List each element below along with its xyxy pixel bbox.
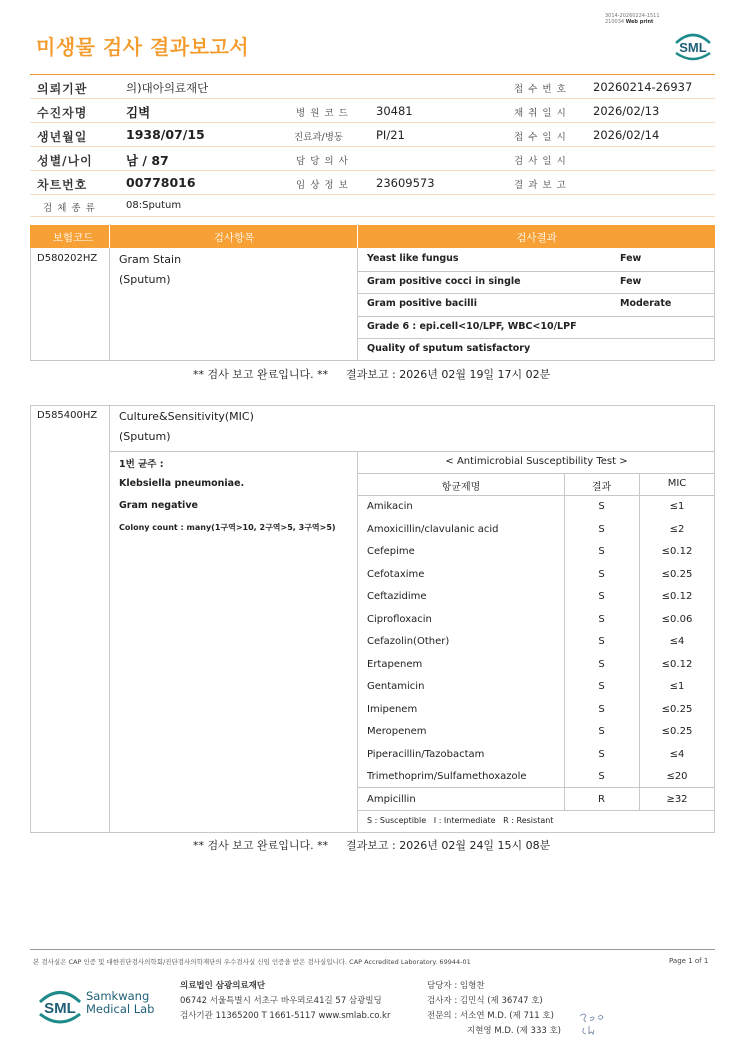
- drug-mic: ≤0.25: [661, 569, 693, 580]
- drug-name: Imipenem: [367, 704, 418, 715]
- patient-name-label: 수진자명: [37, 106, 88, 120]
- gram-finding: Quality of sputum satisfactory: [367, 343, 531, 354]
- drug-result: S: [598, 659, 605, 670]
- drug-mic: ≤0.25: [661, 726, 693, 737]
- company-info: [180, 979, 390, 1024]
- page-number: Page 1 of 1: [669, 957, 709, 965]
- receipt-no-label: 접 수 번 호: [514, 84, 567, 95]
- divider: [109, 225, 110, 248]
- gram-code: D580202HZ: [37, 253, 98, 264]
- drug-mic: ≤0.06: [661, 614, 693, 625]
- tester-name: 김민식 (제 36747 호): [459, 996, 543, 1006]
- drug-name: Ampicillin: [367, 794, 416, 805]
- signature-icon: [576, 1008, 608, 1040]
- info-row: [30, 99, 715, 123]
- print-meta: [605, 13, 660, 25]
- requesting-org-label: 의뢰기관: [37, 82, 88, 96]
- drug-result: S: [598, 591, 605, 602]
- drug-result: S: [598, 546, 605, 557]
- gram-specimen: (Sputum): [119, 273, 171, 286]
- col-mic: MIC: [667, 478, 687, 489]
- gram-finding: Gram positive bacilli: [367, 298, 477, 309]
- print-label: Web print: [625, 19, 654, 25]
- col-drug: 항균제명: [441, 482, 481, 493]
- culture-complete: ** 검사 보고 완료입니다. **: [193, 839, 329, 852]
- drug-name: Ertapenem: [367, 659, 423, 670]
- drug-name: Trimethoprim/Sulfamethoxazole: [367, 771, 527, 782]
- gram-finding: Grade 6 : epi.cell<10/LPF, WBC<10/LPF: [367, 321, 577, 332]
- drug-name: Ceftazidime: [367, 591, 427, 602]
- test-date-label: 검 사 일 시: [514, 156, 567, 167]
- ast-row: [357, 519, 715, 542]
- ast-title: < Antimicrobial Susceptibility Test >: [445, 456, 628, 467]
- col-result: 검사결과: [516, 232, 557, 244]
- col-item: 검사항목: [213, 232, 255, 244]
- divider: [357, 316, 715, 317]
- info-row: [30, 123, 715, 147]
- ast-row: [357, 699, 715, 722]
- drug-result: S: [598, 704, 605, 715]
- sml-footer-logo-icon: [37, 982, 83, 1026]
- ast-row: [357, 744, 715, 767]
- receipt-no: 20260214-26937: [593, 80, 693, 94]
- divider: [357, 293, 715, 294]
- ast-row: [357, 631, 715, 654]
- divider: [109, 405, 110, 833]
- divider: [357, 248, 358, 361]
- company-en-line1: Samkwang: [86, 989, 150, 1003]
- drug-mic: ≤0.12: [661, 659, 693, 670]
- info-row: [30, 75, 715, 99]
- report-title: 미생물 검사 결과보고서: [36, 35, 250, 59]
- drug-mic: ≤2: [669, 524, 685, 535]
- receipt-date-label: 접 수 일 시: [514, 132, 567, 143]
- gram-grade: Few: [620, 253, 642, 264]
- colony-count: Colony count : many(1구역>10, 2구역>5, 3구역>5): [119, 523, 336, 532]
- specialist-2: 지현영 M.D. (제 333 호): [467, 1026, 562, 1036]
- tester-label: 검사자 :: [427, 996, 458, 1006]
- divider: [357, 338, 715, 339]
- drug-mic: ≤1: [669, 681, 685, 692]
- staff-info: [427, 979, 561, 1039]
- patient-name: 김벽: [126, 105, 151, 120]
- drug-mic: ≥32: [666, 794, 688, 805]
- report-label: 결 과 보 고: [514, 180, 567, 191]
- col-code: 보험코드: [52, 232, 94, 244]
- specimen: 08:Sputum: [126, 200, 182, 211]
- gram-grade: Few: [620, 276, 642, 287]
- ast-row: [357, 609, 715, 632]
- birth-label: 생년월일: [37, 130, 88, 144]
- collect-date: 2026/02/13: [593, 104, 660, 118]
- chart-label: 차트번호: [37, 178, 88, 192]
- receipt-date: 2026/02/14: [593, 128, 660, 142]
- print-code-2: 210034: [605, 19, 625, 25]
- divider: [357, 225, 358, 248]
- gram-test-name: Gram Stain: [119, 253, 182, 266]
- info-row: [30, 171, 715, 195]
- company-address: 06742 서울특별시 서초구 바우뫼로41길 57 삼광빌딩: [180, 996, 382, 1006]
- ast-row: [357, 676, 715, 699]
- drug-name: Piperacillin/Tazobactam: [367, 749, 485, 760]
- hospital-code: 30481: [376, 104, 413, 118]
- collect-date-label: 채 취 일 시: [514, 108, 567, 119]
- drug-mic: ≤20: [666, 771, 688, 782]
- footer-logo-text: SML: [44, 1000, 76, 1017]
- drug-result: S: [598, 726, 605, 737]
- dept: PI/21: [376, 128, 405, 142]
- ast-row: [357, 789, 715, 812]
- gram-complete: ** 검사 보고 완료입니다. **: [193, 368, 329, 381]
- ast-row: [357, 564, 715, 587]
- results-table-header: [30, 225, 715, 248]
- drug-name: Cefazolin(Other): [367, 636, 450, 647]
- drug-result: S: [598, 636, 605, 647]
- divider: [357, 271, 715, 272]
- ast-row: [357, 766, 715, 789]
- company-contact: 검사기관 11365200 T 1661-5117 www.smlab.co.kr: [180, 1011, 391, 1021]
- drug-mic: ≤4: [669, 636, 685, 647]
- drug-name: Ciprofloxacin: [367, 614, 432, 625]
- sml-logo-icon: [672, 27, 714, 63]
- drug-result: S: [598, 771, 605, 782]
- birth-date: 1938/07/15: [126, 127, 205, 142]
- organism-name: Klebsiella pneumoniae.: [119, 478, 245, 489]
- specialist-1: 서소연 M.D. (제 711 호): [459, 1011, 554, 1021]
- logo-text: SML: [679, 40, 707, 55]
- divider: [109, 451, 715, 452]
- drug-name: Cefepime: [367, 546, 415, 557]
- info-row: [30, 195, 715, 217]
- gram-report-time: 결과보고 : 2026년 02월 19일 17시 02분: [346, 368, 551, 381]
- isolate-label: 1번 균주 :: [119, 459, 164, 470]
- drug-result: S: [598, 749, 605, 760]
- drug-result: S: [598, 524, 605, 535]
- company-name-en: [86, 990, 154, 1016]
- ast-row: [357, 541, 715, 564]
- sex-age: 남 / 87: [126, 153, 169, 168]
- ast-legend: S : Susceptible I : Intermediate R : Resistant: [367, 816, 554, 825]
- chart-no: 00778016: [126, 175, 196, 190]
- requesting-org: 의)대아의료재단: [126, 81, 209, 95]
- hospital-code-label: 병 원 코 드: [296, 108, 349, 119]
- gram-finding: Gram positive cocci in single: [367, 276, 521, 287]
- drug-mic: ≤0.25: [661, 704, 693, 715]
- drug-name: Cefotaxime: [367, 569, 425, 580]
- gram-finding: Yeast like fungus: [367, 253, 459, 264]
- culture-report-time: 결과보고 : 2026년 02월 24일 15시 08분: [346, 839, 551, 852]
- culture-specimen: (Sputum): [119, 430, 171, 443]
- ast-row: [357, 721, 715, 744]
- col-ast-result: 결과: [591, 482, 612, 493]
- divider: [357, 473, 715, 474]
- clinical-info: 23609573: [376, 176, 435, 190]
- divider: [109, 248, 110, 361]
- drug-name: Amoxicillin/clavulanic acid: [367, 524, 499, 535]
- drug-result: S: [598, 681, 605, 692]
- company-en-line2: Medical Lab: [86, 1002, 155, 1016]
- dept-label: 진료과/병동: [294, 132, 344, 143]
- specialist-label: 전문의 :: [427, 1011, 458, 1021]
- ast-row: [357, 586, 715, 609]
- gram-grade: Moderate: [620, 298, 672, 309]
- specimen-label: 검 체 종 류: [43, 203, 96, 214]
- company-name-ko: 의료법인 삼광의료재단: [180, 981, 266, 991]
- ast-row: [357, 654, 715, 677]
- clinical-label: 임 상 정 보: [296, 180, 349, 191]
- drug-name: Gentamicin: [367, 681, 425, 692]
- drug-mic: ≤4: [669, 749, 685, 760]
- ast-row: [357, 496, 715, 519]
- drug-mic: ≤0.12: [661, 546, 693, 557]
- print-code: 3014-20260224-1511: [605, 13, 660, 19]
- culture-code: D585400HZ: [37, 410, 98, 421]
- drug-mic: ≤1: [669, 501, 685, 512]
- doctor-label: 담 당 의 사: [296, 156, 349, 167]
- manager-label: 담당자 :: [427, 981, 458, 991]
- divider: [30, 949, 715, 950]
- drug-name: Meropenem: [367, 726, 427, 737]
- certification-note: 본 검사실은 CAP 인증 및 대한진단검사의학회/진단검사의학재단의 우수검사실 신임 인증을 받은 검사실입니다. CAP Accredited Laboratory. 69944-01: [33, 958, 471, 966]
- info-row: [30, 147, 715, 171]
- drug-name: Amikacin: [367, 501, 413, 512]
- drug-result: S: [598, 569, 605, 580]
- drug-result: S: [598, 501, 605, 512]
- culture-test-name: Culture&Sensitivity(MIC): [119, 410, 254, 423]
- drug-result: S: [598, 614, 605, 625]
- gram-type: Gram negative: [119, 500, 198, 511]
- drug-mic: ≤0.12: [661, 591, 693, 602]
- manager-name: 임형찬: [459, 981, 485, 991]
- drug-result: R: [598, 794, 605, 805]
- sex-age-label: 성별/나이: [37, 154, 93, 168]
